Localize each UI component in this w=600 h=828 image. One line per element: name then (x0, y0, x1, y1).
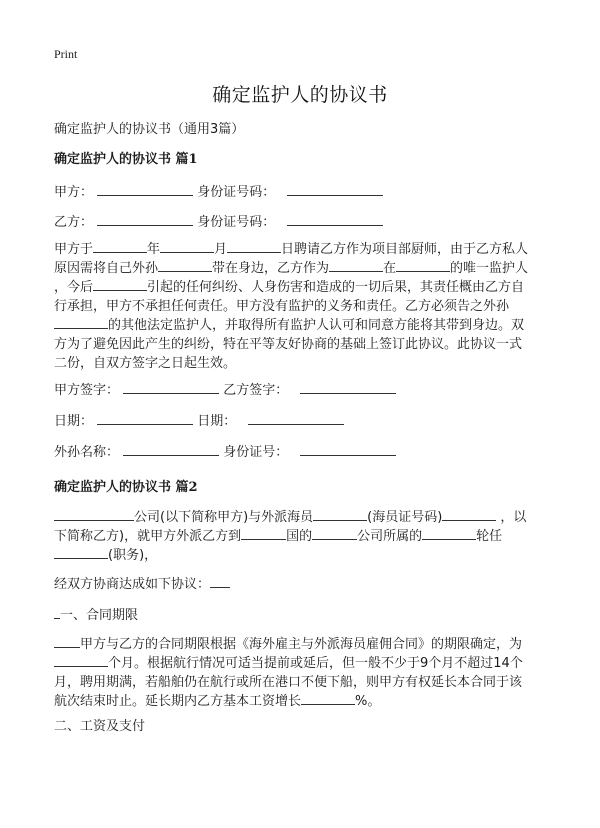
document-intro: 确定监护人的协议书（通用3篇） (54, 122, 245, 137)
seaman-name-blank[interactable] (313, 508, 367, 521)
clause-2-title: 二、工资及支付 (54, 719, 146, 734)
party-a-id-label: 身份证号码： (197, 185, 276, 200)
date-b-label: 日期： (197, 414, 237, 429)
country-blank[interactable] (241, 527, 286, 540)
section-1-body (54, 240, 550, 373)
cause-blank[interactable] (93, 278, 147, 291)
ship-blank[interactable] (422, 527, 476, 540)
foreign-company-blank[interactable] (312, 527, 357, 540)
party-b-id-label: 身份证号码： (197, 215, 276, 230)
salary-increase-blank[interactable] (301, 692, 355, 705)
grandchild-name-field-blank[interactable] (123, 443, 219, 456)
body-line: 方为了避免因此产生的纠纷，特在平等友好协商的基础上签订此协议。此协议一式 (54, 337, 523, 352)
company-blank[interactable] (54, 508, 134, 521)
seaman-id-blank[interactable] (442, 508, 496, 521)
body-line: 公司(以下简称甲方)与外派海员 (海员证号码) ，以 (54, 508, 550, 527)
location-blank[interactable] (396, 259, 450, 272)
date-a-blank[interactable] (97, 412, 193, 425)
party-a-blank[interactable] (97, 183, 193, 196)
body-line: 原因需将自己外孙 带在身边，乙方作为 在 的唯一监护人 (54, 261, 529, 276)
clause-1-body (54, 635, 550, 711)
agreement-blank[interactable] (210, 575, 230, 588)
months-blank[interactable] (54, 654, 108, 667)
grandchild-blank[interactable] (158, 259, 212, 272)
grandchild-id-label: 身份证号： (223, 445, 289, 460)
document-title: 确定监护人的协议书 (212, 84, 388, 106)
body-line: ，今后 引起的任何纠纷、人身伤害和造成的一切后果，其责任概由乙方自 (54, 280, 525, 295)
body-line: 个月。根据航行情况可适当提前或延后，但一般不少于9个月不超过14个 (54, 654, 550, 673)
section-2-heading: 确定监护人的协议书 篇2 (54, 480, 198, 495)
body-line: 甲方与乙方的合同期限根据《海外雇主与外派海员雇佣合同》的期限确定，为 (54, 635, 550, 654)
agreement-line: 经双方协商达成如下协议： (54, 575, 230, 594)
party-a-label: 甲方： (54, 185, 94, 200)
party-b-label: 乙方： (54, 215, 94, 230)
grandchild-id-blank[interactable] (300, 443, 396, 456)
print-label[interactable]: Print (54, 47, 78, 61)
party-b-row (54, 213, 383, 232)
sign-b-label: 乙方签字： (223, 383, 289, 398)
day-blank[interactable] (227, 240, 281, 253)
body-line: 下简称乙方)，就甲方外派乙方到 国的 公司所属的 轮任 (54, 529, 503, 544)
section-2-body (54, 508, 550, 565)
body-line: 月，聘用期满，若船舶仍在航行或所在港口不便下船，则甲方有权延长本合同于该 (54, 675, 523, 690)
section-1-heading: 确定监护人的协议书 篇1 (54, 152, 198, 167)
date-a-label: 日期： (54, 414, 94, 429)
month-blank[interactable] (160, 240, 214, 253)
grandchild-row (54, 443, 396, 462)
grandchild-name-blank[interactable] (54, 316, 108, 329)
sign-a-label: 甲方签字： (54, 383, 120, 398)
party-a-id-blank[interactable] (287, 183, 383, 196)
role-blank[interactable] (329, 259, 383, 272)
body-line: 行承担，甲方不承担任何责任。甲方没有监护的义务和责任。乙方必须告之外孙 (54, 299, 510, 314)
body-line: 甲方于 年 月 日聘请乙方作为项目部厨师，由于乙方私人 (54, 242, 529, 257)
body-line: (职务)， (54, 546, 550, 565)
party-b-blank[interactable] (97, 213, 193, 226)
sign-b-blank[interactable] (300, 381, 396, 394)
year-blank[interactable] (93, 240, 147, 253)
signature-row (54, 381, 396, 400)
body-line: 二份，自双方签字之日起生效。 (54, 356, 237, 371)
sign-a-blank[interactable] (123, 381, 219, 394)
clause-1-title: 一、合同期限 (54, 606, 138, 625)
date-row (54, 412, 344, 431)
clause-1-indent-blank (54, 635, 80, 648)
position-blank[interactable] (54, 546, 108, 559)
body-line: 航次结束时止。延长期内乙方基本工资增长 %。 (54, 694, 381, 709)
date-b-blank[interactable] (248, 412, 344, 425)
party-b-id-blank[interactable] (287, 213, 383, 226)
grandchild-name-label: 外孙名称： (54, 445, 120, 460)
body-line: 的其他法定监护人，并取得所有监护人认可和同意方能将其带到身边。双 (54, 316, 550, 335)
party-a-row (54, 183, 383, 202)
